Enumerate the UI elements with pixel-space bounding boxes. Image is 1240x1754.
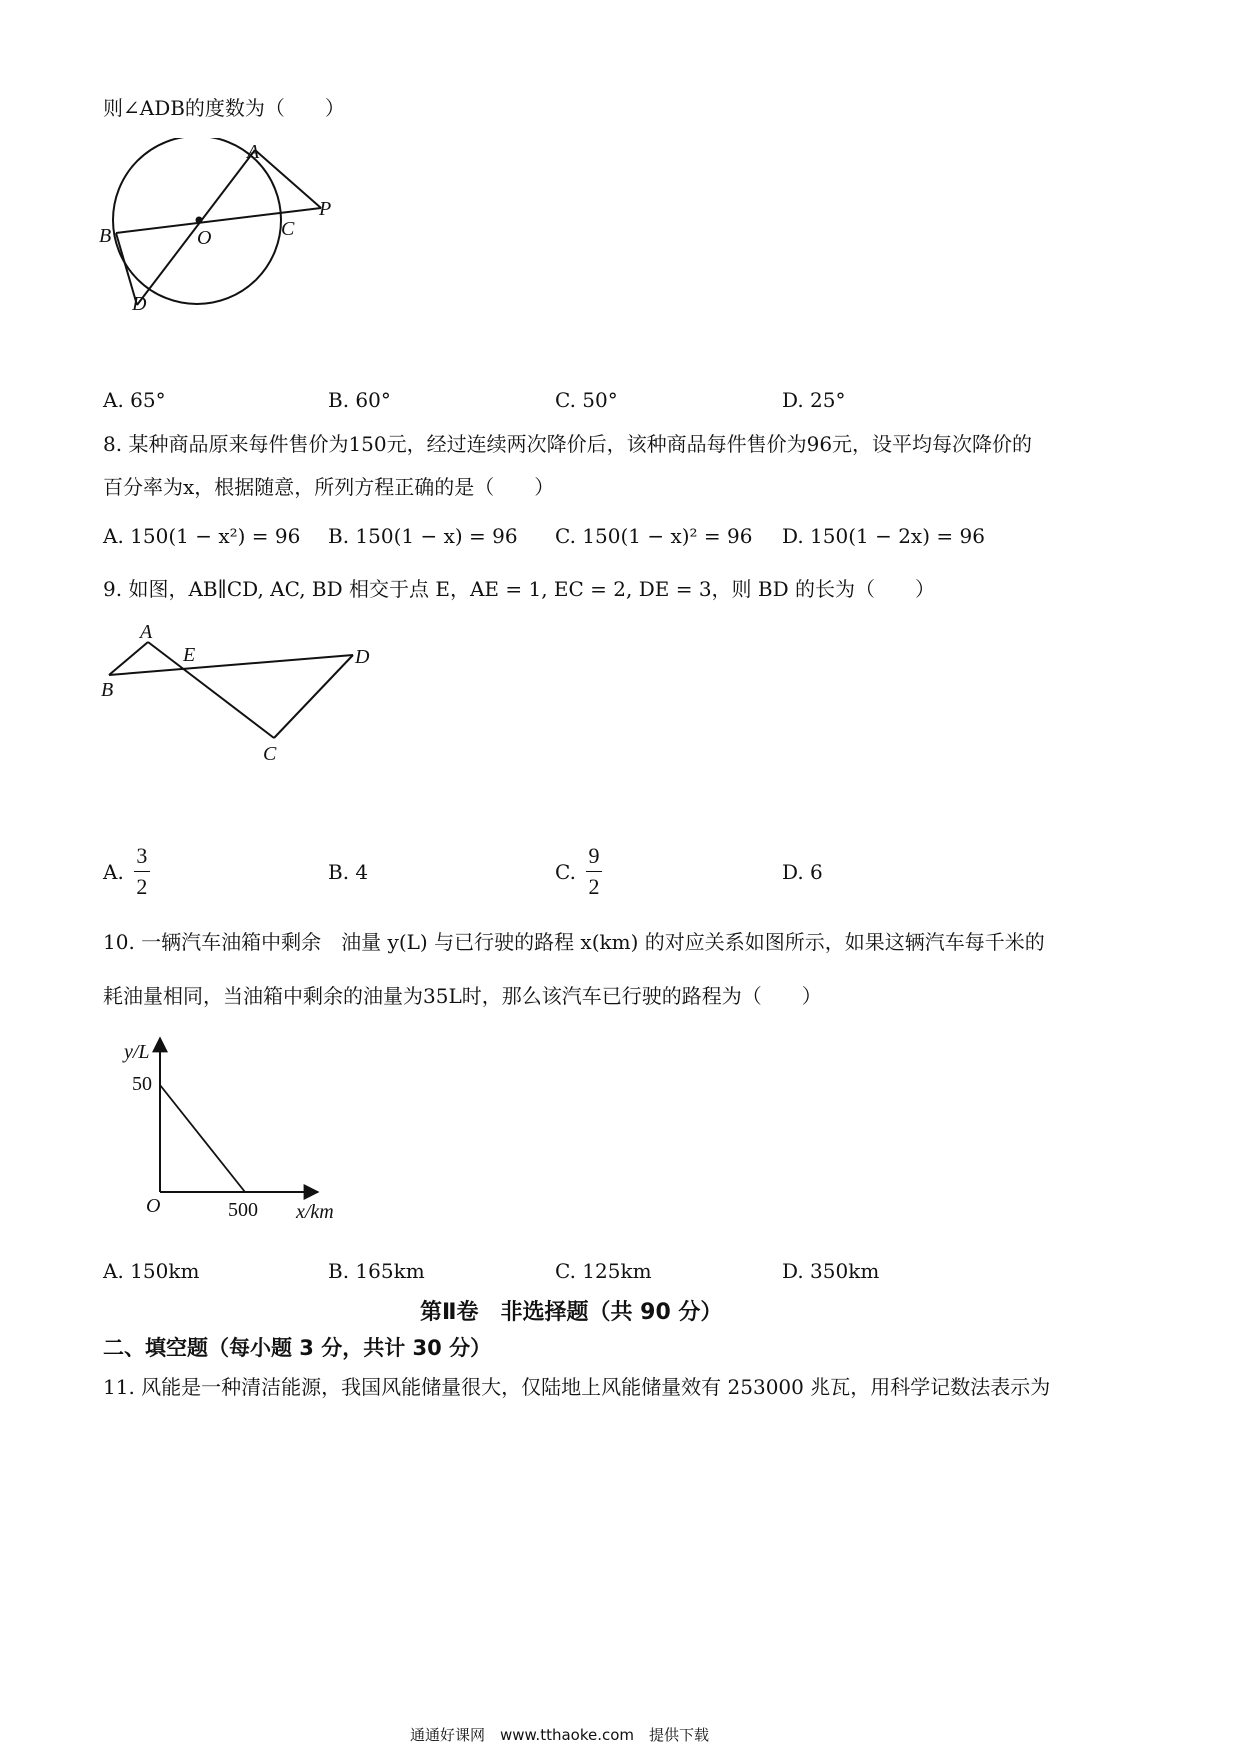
page-footer: 通通好课网 www.tthaoke.com 提供下载 (410, 1726, 710, 1744)
part2-title: 第Ⅱ卷 非选择题（共 90 分） (420, 1300, 723, 1325)
q9-option-a (103, 843, 150, 900)
chart-xlabel: x/km (296, 1201, 334, 1223)
q7-label-p: P (319, 198, 332, 220)
q8-stem-line2: 百分率为x，根据随意，所列方程正确的是（ ） (103, 475, 555, 499)
q9-label-a: A (140, 621, 153, 643)
fuel-line (160, 1085, 245, 1192)
q9-option-c-label: C. (555, 859, 576, 884)
q8-option-c: C. 150(1 − x)² = 96 (555, 524, 753, 548)
q9-option-c (555, 843, 602, 900)
chart-x-tick-500: 500 (228, 1199, 258, 1221)
q9-option-c-fraction (586, 843, 602, 900)
q10-stem-line1: 10. 一辆汽车油箱中剩余 油量 y(L) 与已行驶的路程 x(km) 的对应关系如图所示，如果这辆汽车每千米的 (103, 930, 1045, 954)
q7-label-b: B (99, 225, 112, 247)
q7-label-a: A (247, 141, 260, 163)
q10-option-a: A. 150km (103, 1259, 200, 1283)
q7-label-d: D (132, 293, 147, 315)
chart-ylabel: y/L (124, 1041, 150, 1063)
q9-option-c-numerator: 9 (588, 843, 600, 868)
q7-circle-figure (95, 138, 355, 318)
q10-stem-line2: 耗油量相同，当油箱中剩余的油量为35L时，那么该汽车已行驶的路程为（ ） (103, 984, 822, 1008)
q7-option-a: A. 65° (103, 388, 166, 412)
q9-figure (95, 618, 395, 768)
q10-chart (110, 1030, 350, 1230)
chart-y-tick-50: 50 (132, 1073, 152, 1095)
q7-option-b: B. 60° (328, 388, 391, 412)
q7-stem: 则∠ADB的度数为（ ） (103, 96, 345, 120)
q9-label-b: B (101, 679, 114, 701)
q7-label-o: O (197, 227, 212, 249)
chart-origin: O (146, 1195, 161, 1217)
q10-option-b: B. 165km (328, 1259, 425, 1283)
q9-option-d: D. 6 (782, 860, 823, 884)
q9-option-c-denominator: 2 (588, 874, 600, 899)
q8-stem-line1: 8. 某种商品原来每件售价为150元，经过连续两次降价后，该种商品每件售价为96元，设平均每次降价的 (103, 432, 1033, 456)
q9-label-c: C (263, 743, 277, 765)
q8-option-a: A. 150(1 − x²) = 96 (103, 524, 301, 548)
q7-label-c: C (281, 218, 295, 240)
q8-option-d: D. 150(1 − 2x) = 96 (782, 524, 985, 548)
q9-option-a-denominator: 2 (136, 874, 148, 899)
q9-option-a-label: A. (103, 859, 124, 884)
q10-option-c: C. 125km (555, 1259, 652, 1283)
q7-option-d: D. 25° (782, 388, 846, 412)
q9-stem: 9. 如图，AB∥CD, AC, BD 相交于点 E，AE = 1, EC = 2, DE = 3，则 BD 的长为（ ） (103, 577, 936, 601)
q9-label-e: E (183, 644, 196, 666)
section-fill-in-title: 二、填空题（每小题 3 分，共计 30 分） (103, 1336, 492, 1360)
q9-option-a-numerator: 3 (136, 843, 148, 868)
q8-option-b: B. 150(1 − x) = 96 (328, 524, 518, 548)
q10-option-d: D. 350km (782, 1259, 880, 1283)
q9-option-b: B. 4 (328, 860, 369, 884)
q9-option-a-fraction (134, 843, 150, 900)
q11-stem: 11. 风能是一种清洁能源，我国风能储量很大，仅陆地上风能储量效有 253000 兆瓦，用科学记数法表示为 (103, 1375, 1051, 1399)
q9-label-d: D (355, 646, 370, 668)
q7-option-c: C. 50° (555, 388, 618, 412)
